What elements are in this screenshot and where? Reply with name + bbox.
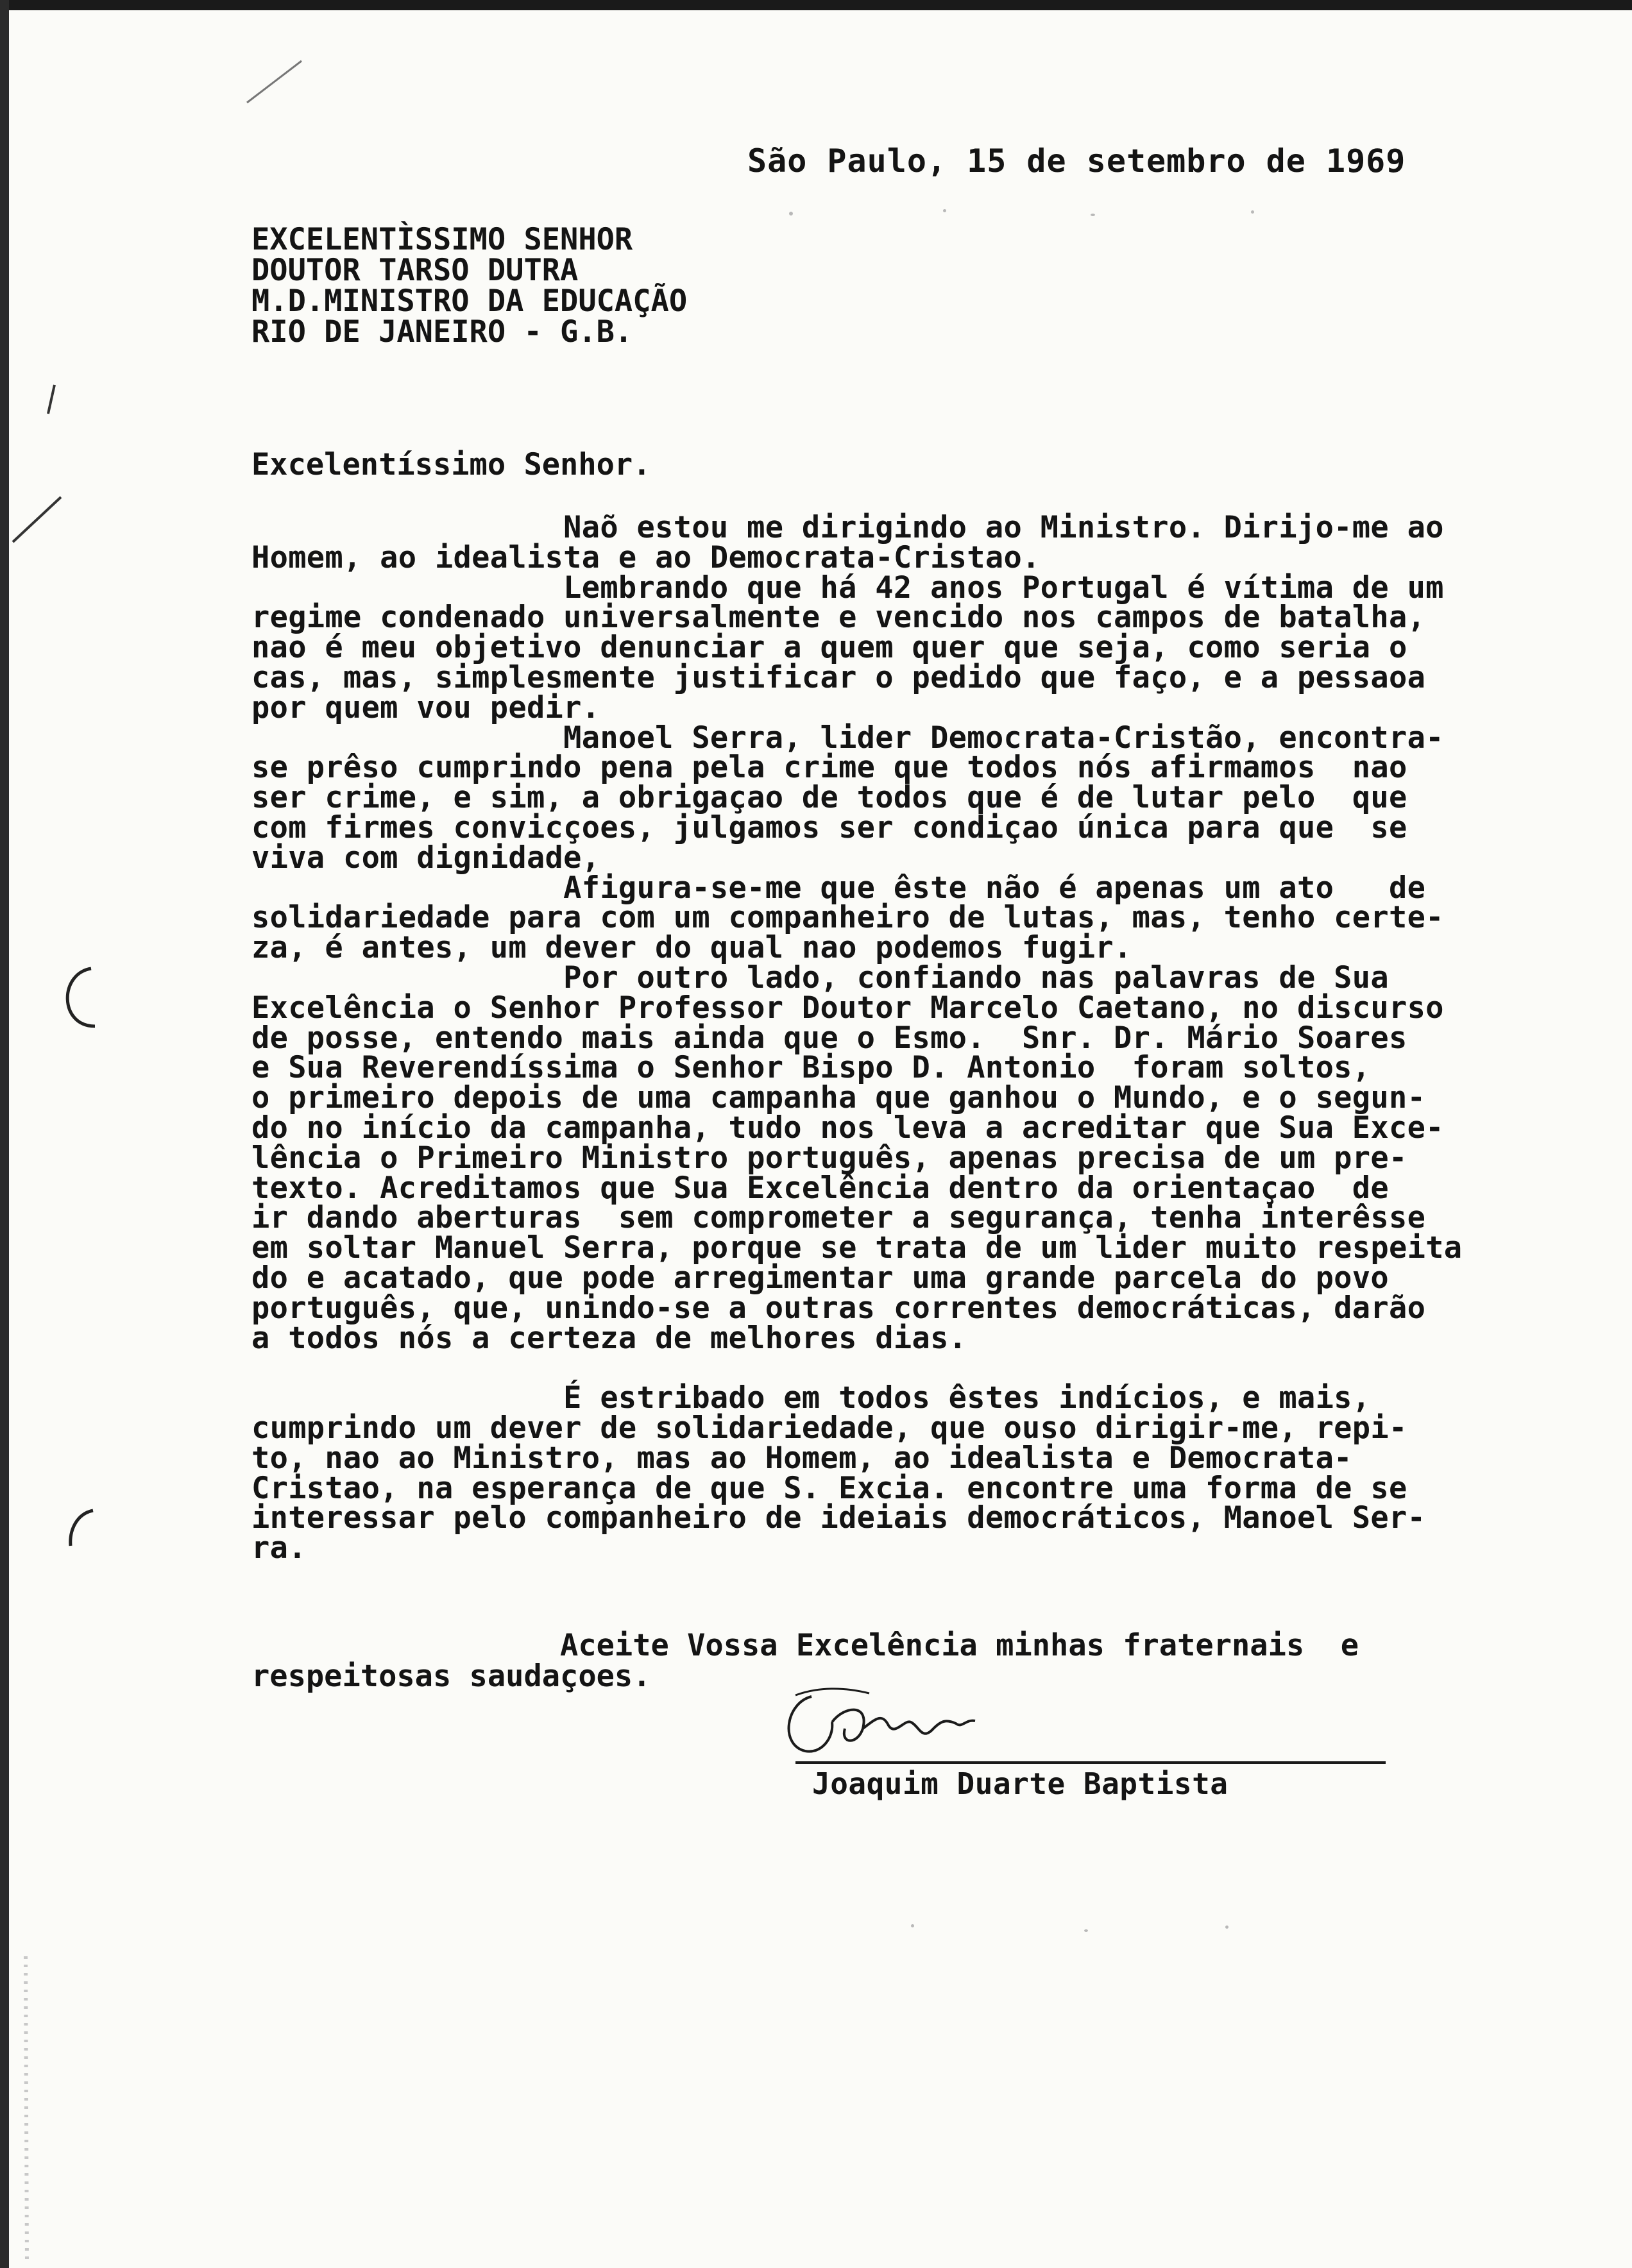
body-line: do e acatado, que pode arregimentar uma grande parcela do povo: [251, 1260, 1389, 1296]
body-line: Manoel Serra, lider Democrata-Cristão, encontra-: [251, 720, 1444, 756]
scan-speck: [789, 212, 793, 216]
body-line: Por outro lado, confiando nas palavras de Sua: [251, 960, 1389, 995]
scan-speck: [1225, 1925, 1228, 1929]
body-line: É estribado em todos êstes indícios, e mais,: [251, 1380, 1371, 1416]
closing-line: Aceite Vossa Excelência minhas fraternais e: [251, 1628, 1359, 1663]
body-line: de posse, entendo mais ainda que o Esmo. Snr. Dr. Mário Soares: [251, 1020, 1407, 1056]
body-line: ir dando aberturas sem comprometer a segurança, tenha interêsse: [251, 1200, 1426, 1236]
body-line: cumprindo um dever de solidariedade, que ouso dirigir-me, repi-: [251, 1410, 1407, 1446]
address-line: RIO DE JANEIRO - G.B.: [251, 314, 633, 350]
address-line: DOUTOR TARSO DUTRA: [251, 253, 579, 288]
body-line: se prêso cumprindo pena pela crime que todos nós afirmamos nao: [251, 750, 1407, 786]
body-line: interessar pelo companheiro de ideiais democráticos, Manoel Ser-: [251, 1500, 1426, 1536]
body-line: cas, mas, simplesmente justificar o pedido que faço, e a pessaoa: [251, 659, 1426, 695]
body-line: a todos nós a certeza de melhores dias.: [251, 1320, 967, 1356]
body-line: Lembrando que há 42 anos Portugal é vítima de um: [251, 570, 1444, 605]
body-line: solidariedade para com um companheiro de lutas, mas, tenho certe-: [251, 900, 1444, 936]
body-line: Excelência o Senhor Professor Doutor Marcelo Caetano, no discurso: [251, 990, 1444, 1026]
body-line: com firmes convicçoes, julgamos ser condiçao única para que se: [251, 809, 1407, 845]
body-line: texto. Acreditamos que Sua Excelência dentro da orientaçao de: [251, 1170, 1389, 1206]
recipient-address: [251, 224, 687, 348]
address-line: M.D.MINISTRO DA EDUCAÇÃO: [251, 284, 688, 319]
body-line: e Sua Reverendíssima o Senhor Bispo D. Antonio foram soltos,: [251, 1050, 1371, 1086]
salutation: Excelentíssimo Senhor.: [251, 447, 651, 482]
body-line: za, é antes, um dever do qual nao podemos fugir.: [251, 930, 1132, 966]
body-line: ser crime, e sim, a obrigaçao de todos que é de lutar pelo que: [251, 780, 1407, 816]
letter-body: [251, 510, 1463, 1566]
scan-speck: [1084, 1929, 1088, 1932]
body-line: Afigura-se-me que êste não é apenas um ato de: [251, 870, 1426, 906]
body-line: to, nao ao Ministro, mas ao Homem, ao idealista e Democrata-: [251, 1440, 1352, 1476]
scan-speck: [911, 1924, 914, 1927]
body-line: por quem vou pedir.: [251, 690, 600, 725]
scan-speck: [943, 209, 946, 212]
closing: [251, 1630, 1359, 1692]
letter-date: São Paulo, 15 de setembro de 1969: [747, 142, 1406, 180]
handwritten-signature: [773, 1684, 1004, 1767]
body-line: Naõ estou me dirigindo ao Ministro. Dirijo-me ao: [251, 510, 1444, 545]
body-line: em soltar Manuel Serra, porque se trata de um lider muito respeita: [251, 1230, 1463, 1266]
signer-name: Joaquim Duarte Baptista: [812, 1766, 1228, 1801]
body-line: lência o Primeiro Ministro português, apenas precisa de um pre-: [251, 1140, 1407, 1176]
body-line: o primeiro depois de uma campanha que ganhou o Mundo, e o segun-: [251, 1080, 1426, 1116]
body-line: do no início da campanha, tudo nos leva a acreditar que Sua Exce-: [251, 1110, 1444, 1146]
body-line: regime condenado universalmente e vencido nos campos de batalha,: [251, 600, 1426, 636]
body-line: Homem, ao idealista e ao Democrata-Cristao.: [251, 539, 1041, 575]
body-line: ra.: [251, 1530, 307, 1566]
address-line: EXCELENTÌSSIMO SENHOR: [251, 222, 633, 257]
scan-speck: [1251, 210, 1254, 214]
body-line: nao é meu objetivo denunciar a quem quer que seja, como seria o: [251, 630, 1407, 666]
scan-speck: [1091, 214, 1095, 216]
body-line: português, que, unindo-se a outras correntes democráticas, darão: [251, 1290, 1426, 1326]
body-line: Cristao, na esperança de que S. Excia. encontre uma forma de se: [251, 1470, 1407, 1506]
signature-line: [795, 1761, 1386, 1764]
body-line: viva com dignidade,: [251, 840, 600, 876]
closing-line: respeitosas saudaçoes.: [251, 1659, 651, 1694]
body-line: [251, 1353, 1462, 1384]
